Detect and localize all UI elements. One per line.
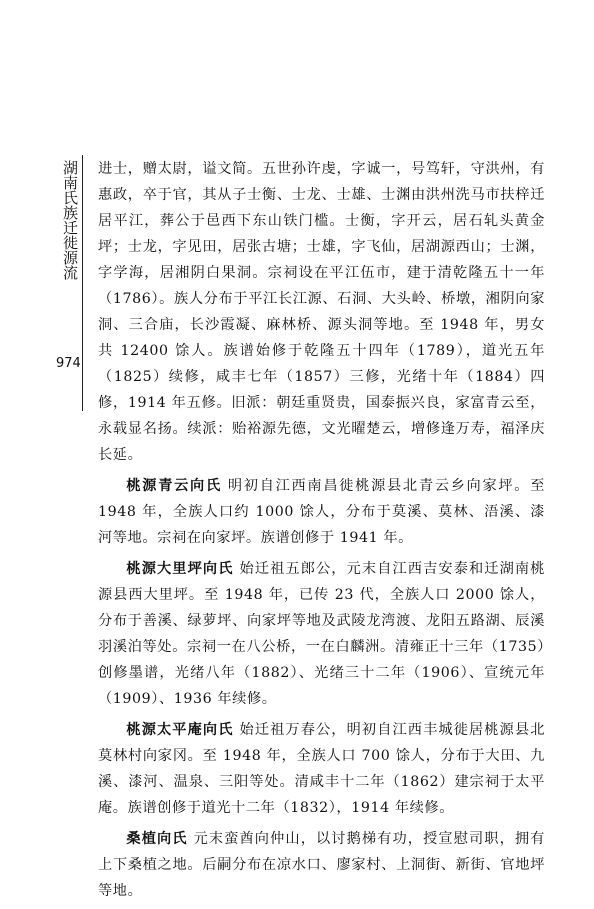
clan-entry-body: 始迁祖万春公，明初自江西丰城徙居桃源县北莫林村向家冈。至 1948 年，全族人口 700 馀人，分布于大田、九溪、漆河、温泉、三阳等处。清咸丰十二年（1862）建宗祠于太平庵。族谱创修于道光十二年（1832），1914 年续修。: [98, 722, 545, 816]
clan-entry-title: 桑植向氏: [126, 831, 188, 847]
page-number: 974: [56, 356, 81, 371]
margin-rule: [82, 155, 83, 411]
clan-entry-body: 明初自江西南昌徙桃源县北青云乡向家坪。至 1948 年，全族人口约 1000 馀人，分布于莫溪、莫林、浯溪、漆河等地。宗祠在向家坪。族谱创修于 1941 年。: [98, 478, 545, 546]
clan-entry-title: 桃源大里坪向氏: [126, 561, 234, 577]
clan-entry-qingyun: [98, 473, 545, 551]
clan-entry-taipingan: [98, 717, 545, 821]
book-title: 湖南氏族迁徙源流: [61, 160, 79, 280]
clan-entry-sangzhi: [98, 826, 545, 904]
page-body: [98, 156, 545, 904]
clan-entry-dalipin: [98, 556, 545, 712]
clan-entry-title: 桃源青云向氏: [126, 478, 222, 494]
clan-entry-body: 元末蛮酋向仲山，以讨鹅梯有功，授宣慰司职，拥有上下桑植之地。后嗣分布在凉水口、廖家村、上洞街、新街、官地坪等地。: [98, 831, 545, 899]
clan-entry-title: 桃源太平庵向氏: [126, 722, 234, 738]
clan-entry-body: 始迁祖五郎公，元末自江西吉安泰和迁湖南桃源县西大里坪。至 1948 年，已传 23 代，全族人口 2000 馀人，分布于善溪、绿萝坪、向家坪等地及武陵龙湾渡、龙阳五路湖、辰溪羽溪泊等处。宗祠一在八公桥，一在白麟洲。清雍正十三年（1735）创修墨谱，光绪八年（1882）、光绪三十二年（1906）、宣统元年（1909）、1936 年续修。: [98, 561, 545, 707]
continuation-paragraph: 进士，赠太尉，谥文简。五世孙许虔，字诚一，号笃轩，守洪州，有惠政，卒于官，其从子士衡、士龙、士雄、士渊由洪州洗马市扶梓迁居平江，葬公于邑西下东山铁门槛。士衡，字开云，居石轧头黄金坪；士龙，字见田，居张古塘；士雄，字飞仙，居湖源西山；士渊，字学海，居湘阴白果洞。宗祠设在平江伍市，建于清乾隆五十一年（1786）。族人分布于平江长江源、石洞、大头岭、桥墩，湘阴向家洞、三合庙，长沙霞凝、麻林桥、源头洞等地。至 1948 年，男女共 12400 馀人。族谱始修于乾隆五十四年（1789），道光五年（1825）续修，咸丰七年（1857）三修，光绪十年（1884）四修，1914 年五修。旧派：朝廷重贤贵，国泰振兴良，家富青云至，永载显名扬。续派：贻裕源先德，文光曜楚云，增修逢万寿，福泽庆长延。: [98, 161, 545, 463]
